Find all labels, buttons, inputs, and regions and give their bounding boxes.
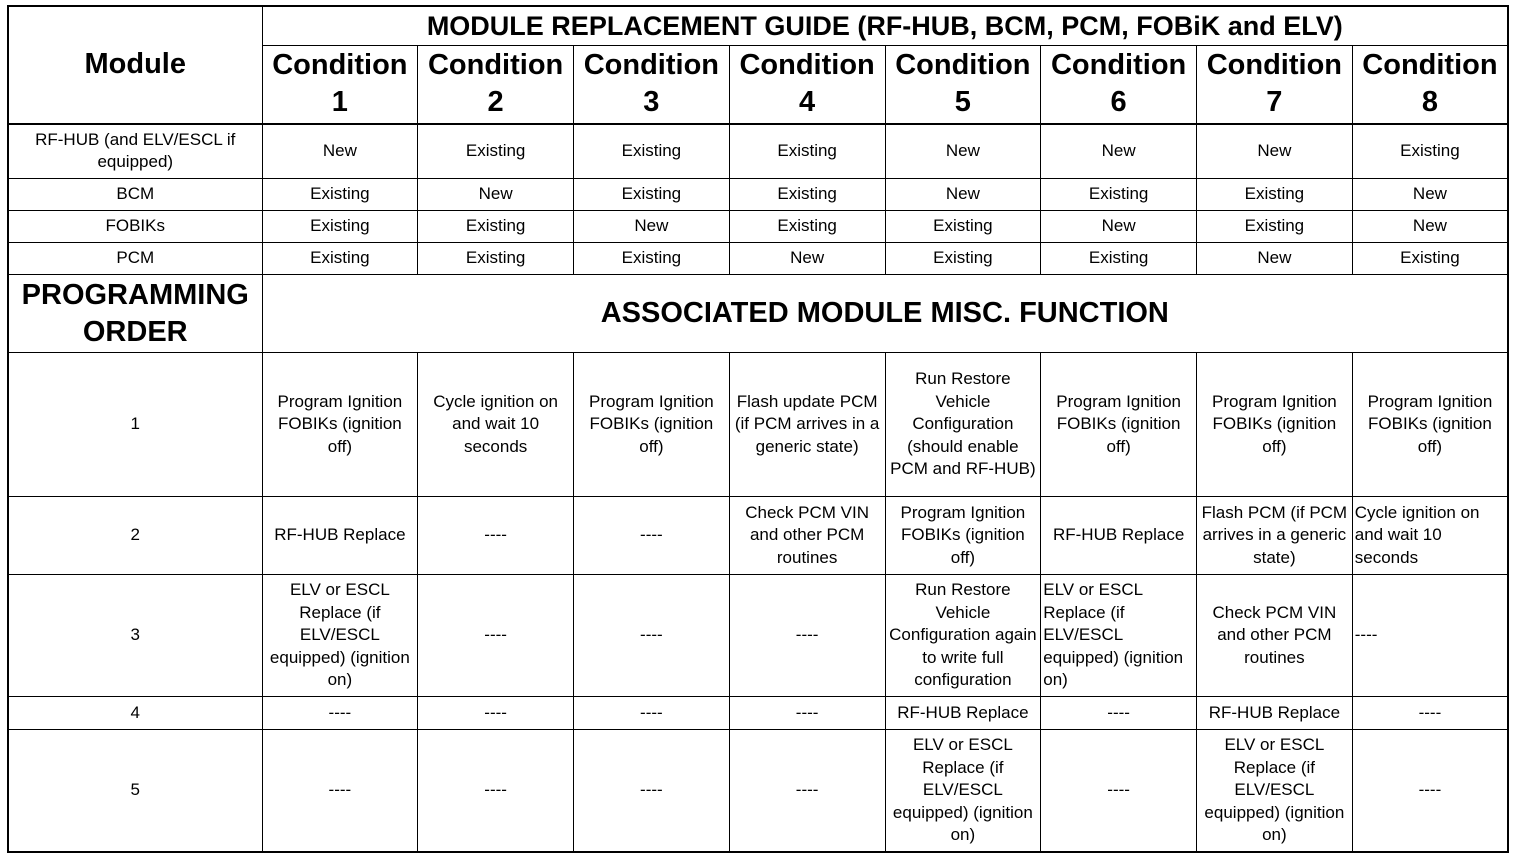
step-action-cell: Program Ignition FOBIKs (ignition off) [1041, 353, 1197, 497]
step-action-cell: RF-HUB Replace [1197, 697, 1353, 730]
programming-step-row [8, 497, 1508, 575]
module-status-cell: Existing [418, 124, 574, 179]
condition-header-4: Condition 4 [729, 46, 885, 124]
module-status-cell: New [1041, 211, 1197, 243]
module-status-cell: Existing [1041, 243, 1197, 275]
module-status-cell: New [729, 243, 885, 275]
module-status-cell: New [1197, 243, 1353, 275]
module-status-cell: Existing [262, 211, 418, 243]
programming-step-row [8, 697, 1508, 730]
module-replacement-guide-table [7, 5, 1509, 853]
module-status-cell: New [1352, 211, 1508, 243]
condition-header-5: Condition 5 [885, 46, 1041, 124]
step-action-cell: Flash PCM (if PCM arrives in a generic state) [1197, 497, 1353, 575]
module-status-cell: Existing [418, 243, 574, 275]
module-name: PCM [8, 243, 262, 275]
module-status-cell: Existing [262, 243, 418, 275]
step-action-cell: ---- [574, 697, 730, 730]
step-action-cell: ---- [1352, 697, 1508, 730]
step-action-cell: Cycle ignition on and wait 10 seconds [1352, 497, 1508, 575]
section-title: ASSOCIATED MODULE MISC. FUNCTION [262, 275, 1508, 353]
condition-header-8: Condition 8 [1352, 46, 1508, 124]
module-row [8, 211, 1508, 243]
step-action-cell: ---- [729, 575, 885, 697]
condition-header-3: Condition 3 [574, 46, 730, 124]
condition-header-1: Condition 1 [262, 46, 418, 124]
step-action-cell: Program Ignition FOBIKs (ignition off) [885, 497, 1041, 575]
module-row [8, 179, 1508, 211]
step-order: 5 [8, 730, 262, 852]
step-order: 1 [8, 353, 262, 497]
module-status-cell: Existing [1197, 211, 1353, 243]
module-status-cell: New [1041, 124, 1197, 179]
step-action-cell: ELV or ESCL Replace (if ELV/ESCL equipped) (ignition on) [885, 730, 1041, 852]
step-action-cell: Program Ignition FOBIKs (ignition off) [1197, 353, 1353, 497]
module-name: RF-HUB (and ELV/ESCL if equipped) [8, 124, 262, 179]
step-action-cell: ---- [729, 730, 885, 852]
module-status-cell: Existing [885, 211, 1041, 243]
step-action-cell: RF-HUB Replace [885, 697, 1041, 730]
step-action-cell: ---- [574, 730, 730, 852]
step-action-cell: Program Ignition FOBIKs (ignition off) [574, 353, 730, 497]
step-action-cell: Check PCM VIN and other PCM routines [729, 497, 885, 575]
condition-header-2: Condition 2 [418, 46, 574, 124]
step-action-cell: ---- [418, 697, 574, 730]
step-action-cell: ---- [729, 697, 885, 730]
module-name: FOBIKs [8, 211, 262, 243]
step-action-cell: ---- [1352, 575, 1508, 697]
module-status-cell: Existing [1197, 179, 1353, 211]
step-action-cell: ---- [418, 730, 574, 852]
step-order: 4 [8, 697, 262, 730]
step-action-cell: ELV or ESCL Replace (if ELV/ESCL equipped) (ignition on) [1197, 730, 1353, 852]
step-action-cell: RF-HUB Replace [1041, 497, 1197, 575]
programming-order-header: PROGRAMMING ORDER [8, 275, 262, 353]
programming-step-row [8, 730, 1508, 852]
module-status-cell: Existing [1041, 179, 1197, 211]
module-status-cell: New [1197, 124, 1353, 179]
module-status-cell: Existing [885, 243, 1041, 275]
step-order: 2 [8, 497, 262, 575]
module-status-cell: Existing [418, 211, 574, 243]
module-row [8, 243, 1508, 275]
module-status-cell: New [885, 179, 1041, 211]
step-action-cell: Cycle ignition on and wait 10 seconds [418, 353, 574, 497]
programming-step-row [8, 575, 1508, 697]
step-action-cell: Run Restore Vehicle Configuration again to write full configuration [885, 575, 1041, 697]
module-status-cell: Existing [1352, 243, 1508, 275]
step-action-cell: ---- [1352, 730, 1508, 852]
module-status-cell: New [574, 211, 730, 243]
step-action-cell: Program Ignition FOBIKs (ignition off) [262, 353, 418, 497]
condition-header-6: Condition 6 [1041, 46, 1197, 124]
step-action-cell: ---- [418, 497, 574, 575]
module-status-cell: New [885, 124, 1041, 179]
table-title: MODULE REPLACEMENT GUIDE (RF-HUB, BCM, PCM, FOBiK and ELV) [262, 6, 1508, 46]
step-action-cell: ELV or ESCL Replace (if ELV/ESCL equipped) (ignition on) [1041, 575, 1197, 697]
module-status-cell: New [418, 179, 574, 211]
module-status-cell: New [262, 124, 418, 179]
programming-step-row [8, 353, 1508, 497]
module-status-cell: New [1352, 179, 1508, 211]
step-order: 3 [8, 575, 262, 697]
step-action-cell: ---- [262, 697, 418, 730]
step-action-cell: Flash update PCM (if PCM arrives in a generic state) [729, 353, 885, 497]
step-action-cell: ELV or ESCL Replace (if ELV/ESCL equipped) (ignition on) [262, 575, 418, 697]
module-status-cell: Existing [729, 179, 885, 211]
module-status-cell: Existing [574, 179, 730, 211]
module-status-cell: Existing [574, 124, 730, 179]
module-status-cell: Existing [1352, 124, 1508, 179]
step-action-cell: RF-HUB Replace [262, 497, 418, 575]
module-status-cell: Existing [262, 179, 418, 211]
step-action-cell: ---- [574, 497, 730, 575]
step-action-cell: ---- [574, 575, 730, 697]
module-header: Module [8, 6, 262, 124]
module-status-cell: Existing [574, 243, 730, 275]
condition-header-7: Condition 7 [1197, 46, 1353, 124]
module-status-cell: Existing [729, 211, 885, 243]
step-action-cell: ---- [262, 730, 418, 852]
step-action-cell: ---- [1041, 730, 1197, 852]
step-action-cell: ---- [418, 575, 574, 697]
step-action-cell: Check PCM VIN and other PCM routines [1197, 575, 1353, 697]
module-name: BCM [8, 179, 262, 211]
step-action-cell: Program Ignition FOBIKs (ignition off) [1352, 353, 1508, 497]
step-action-cell: ---- [1041, 697, 1197, 730]
step-action-cell: Run Restore Vehicle Configuration (should enable PCM and RF-HUB) [885, 353, 1041, 497]
module-status-cell: Existing [729, 124, 885, 179]
module-row [8, 124, 1508, 179]
